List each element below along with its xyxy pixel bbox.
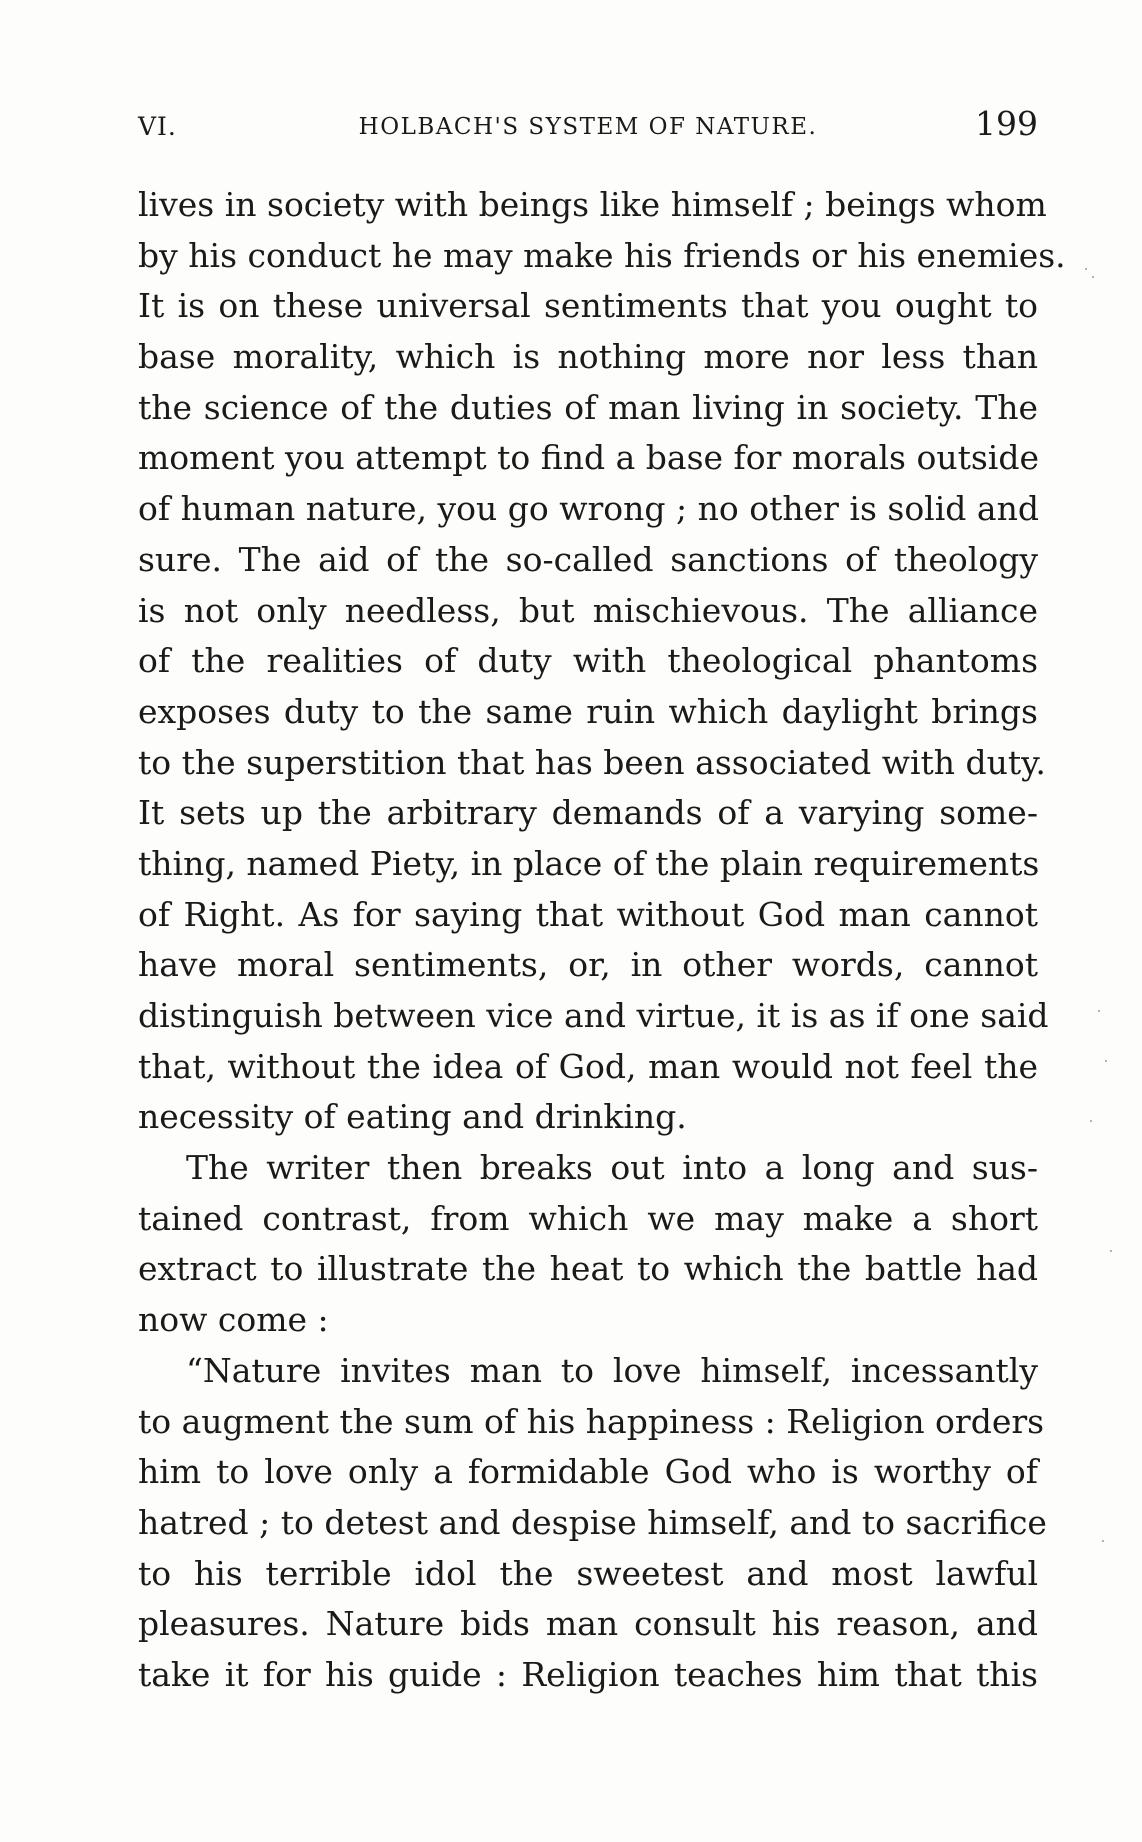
text-line: It sets up the arbitrary demands of a varying some- xyxy=(138,793,1038,833)
text-line: moment you attempt to find a base for morals outside xyxy=(138,438,1040,478)
scan-speck xyxy=(1105,1060,1107,1062)
running-header xyxy=(138,104,1038,144)
text-line: now come : xyxy=(138,1300,329,1340)
text-line: to augment the sum of his happiness : Religion orders xyxy=(138,1401,1045,1441)
text-line: take it for his guide : Religion teaches him that this xyxy=(138,1654,1038,1694)
running-title: HOLBACH'S SYSTEM OF NATURE. xyxy=(358,114,818,140)
text-line: “Nature invites man to love himself, incessantly xyxy=(186,1350,1038,1390)
text-line: have moral sentiments, or, in other words, cannot xyxy=(138,945,1038,985)
paragraph-1 xyxy=(138,180,1066,1143)
text-line: The writer then breaks out into a long and sus- xyxy=(186,1148,1038,1188)
scan-speck xyxy=(1110,1250,1112,1252)
text-line: base morality, which is nothing more nor less than xyxy=(138,337,1038,377)
text-line: him to love only a formidable God who is worthy of xyxy=(138,1452,1038,1492)
scan-speck xyxy=(1085,268,1087,270)
scan-speck xyxy=(1102,1540,1104,1542)
text-line: of Right. As for saying that without God man cannot xyxy=(138,894,1038,934)
text-line: to his terrible idol the sweetest and most lawful xyxy=(138,1553,1038,1593)
scan-speck xyxy=(1090,1120,1092,1122)
text-line: by his conduct he may make his friends or his enemies. xyxy=(138,235,1066,275)
text-line: of human nature, you go wrong ; no other is solid and xyxy=(138,489,1039,529)
text-line: of the realities of duty with theological phantoms xyxy=(138,641,1038,681)
paragraph-2 xyxy=(138,1143,1038,1346)
text-line: is not only needless, but mischievous. The alliance xyxy=(138,590,1038,630)
scan-speck xyxy=(1098,1010,1100,1012)
text-line: sure. The aid of the so-called sanctions of theology xyxy=(138,539,1038,579)
text-line: exposes duty to the same ruin which daylight brings xyxy=(138,691,1038,731)
text-line: that, without the idea of God, man would not feel the xyxy=(138,1046,1038,1086)
text-line: thing, named Piety, in place of the plain requirements xyxy=(138,843,1040,883)
text-line: pleasures. Nature bids man consult his reason, and xyxy=(138,1604,1038,1644)
text-line: It is on these universal sentiments that you ought to xyxy=(138,286,1038,326)
text-line: necessity of eating and drinking. xyxy=(138,1097,687,1137)
text-line: lives in society with beings like himself ; beings whom xyxy=(138,185,1047,224)
body-text xyxy=(138,180,1066,1701)
page-number: 199 xyxy=(975,104,1038,143)
paragraph-3-quote xyxy=(138,1346,1047,1701)
text-line: tained contrast, from which we may make a short xyxy=(138,1198,1038,1238)
text-line: the science of the duties of man living in society. The xyxy=(138,387,1038,427)
chapter-number: VI. xyxy=(138,112,177,141)
text-line: to the superstition that has been associated with duty. xyxy=(138,742,1046,782)
text-line: hatred ; to detest and despise himself, and to sacrifice xyxy=(138,1502,1047,1542)
text-line: distinguish between vice and virtue, it is as if one said xyxy=(138,996,1049,1035)
text-line: extract to illustrate the heat to which the battle had xyxy=(138,1249,1038,1289)
scan-speck xyxy=(1092,276,1094,278)
